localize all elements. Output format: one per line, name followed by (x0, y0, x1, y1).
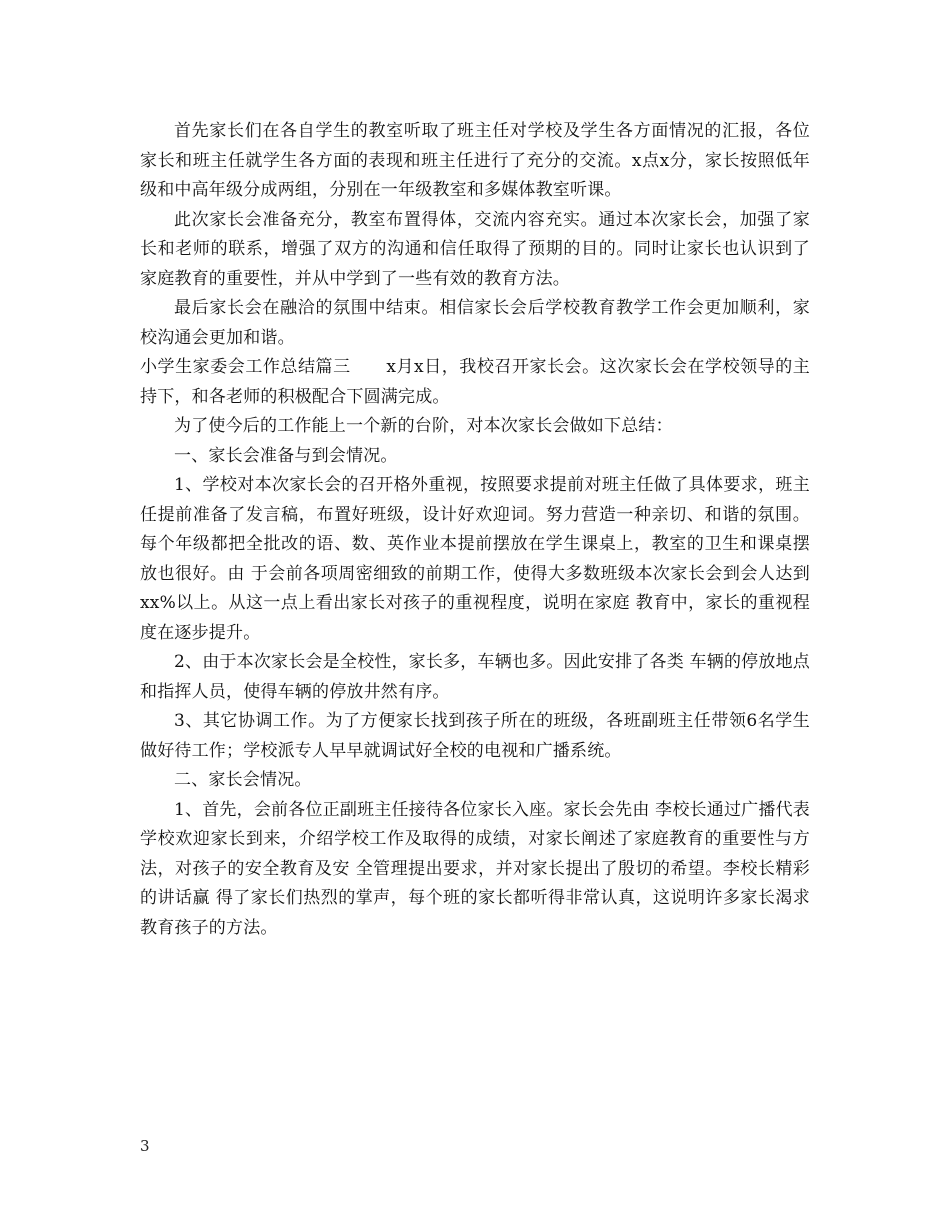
section-heading: 二、家长会情况。 (174, 770, 312, 790)
paragraph: 最后家长会在融洽的氛围中结束。相信家长会后学校教育教学工作会更加顺利，家校沟通会更加和谐。 (140, 298, 810, 348)
page-number: 3 (140, 1137, 150, 1155)
paragraph: 此次家长会准备充分，教室布置得体，交流内容充实。通过本次家长会，加强了家长和老师的联系，增强了双方的沟通和信任取得了预期的目的。同时让家长也认识到了家庭教育的重要性，并从中学到了一些有效的教育方法。 (140, 209, 810, 289)
paragraph: 首先家长们在各自学生的教室听取了班主任对学校及学生各方面情况的汇报，各位家长和班主任就学生各方面的表现和班主任进行了充分的交流。x点x分，家长按照低年级和中高年级分成两组，分别在一年级教室和多媒体教室听课。 (140, 121, 810, 200)
paragraph: 1、首先，会前各位正副班主任接待各位家长入座。家长会先由 李校长通过广播代表学校欢迎家长到来，介绍学校工作及取得的成绩，对家长阐述了家庭教育的重要性与方法，对孩子的安全教育及安 全管理提出要求，并对家长提出了殷切的希望。李校长精彩的讲话赢 得了家长们热烈的掌声，每个班的家长都听得非常认真，这说明许多家长渴求教育孩子的方法。 (140, 799, 810, 938)
document-body (140, 117, 816, 943)
section-heading-paragraph: 小学生家委会工作总结篇三 x月x日，我校召开家长会。这次家长会在学校领导的主持下，和各老师的积极配合下圆满完成。 (140, 357, 810, 407)
paragraph: 1、学校对本次家长会的召开格外重视，按照要求提前对班主任做了具体要求，班主任提前准备了发言稿，布置好班级，设计好欢迎词。努力营造一种亲切、和谐的氛围。每个年级都把全批改的语、数、英作业本提前摆放在学生课桌上，教室的卫生和课桌摆放也很好。由 于会前各项周密细致的前期工作，使得大多数班级本次家长会到会人达到 xx%以上。从这一点上看出家长对孩子的重视程度，说明在家庭 教育中，家长的重视程度在逐步提升。 (140, 475, 816, 643)
paragraph: 为了使今后的工作能上一个新的台阶，对本次家长会做如下总结： (174, 416, 673, 436)
paragraph: 2、由于本次家长会是全校性，家长多，车辆也多。因此安排了各类 车辆的停放地点和指挥人员，使得车辆的停放井然有序。 (140, 652, 810, 702)
paragraph: 3、其它协调工作。为了方便家长找到孩子所在的班级，各班副班主任带领6名学生做好待工作；学校派专人早早就调试好全校的电视和广播系统。 (140, 711, 810, 761)
section-heading: 一、家长会准备与到会情况。 (174, 445, 398, 466)
